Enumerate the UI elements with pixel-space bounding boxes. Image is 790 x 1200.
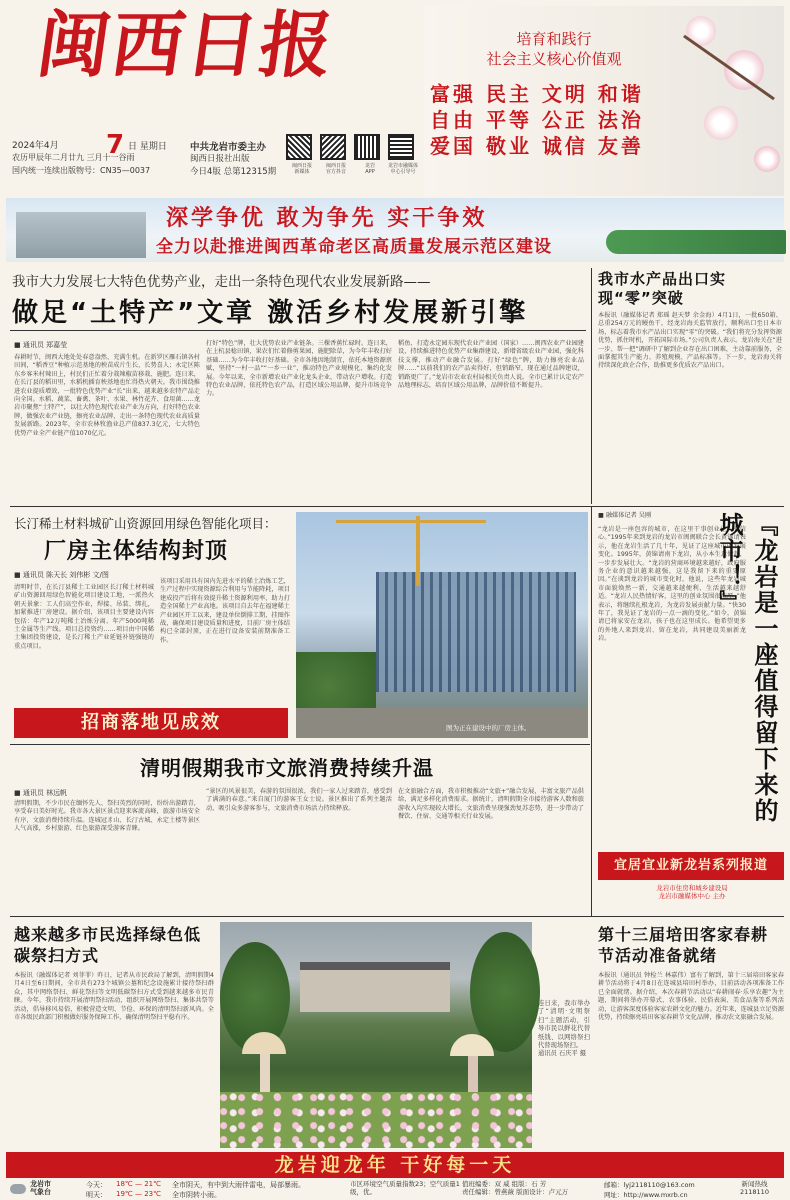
lead-body-col1: 春耕时节，闽西大地处处春意盎然、充满生机。在新罗区雁石镇各村田间，“稻香豆”种植示范基地的秧苗成片生长，长势喜人；永定区陈东乡客米村辣田上，村民们正忙着分栽辣椒苗移栽、施肥。连日来，在长汀县的稻田里，水稻机插育秧基地也忙得热火朝天。我市围绕推进农业提质增效，一批特色优势产业“长”出来，越来越多农特产品走向全国。水稻、蔬菜、畜禽、茶叶、水果、林竹花卉、食用菌……龙岩市聚焦“土特产”，以壮大特色现代农业产业为方向，打好特色农业牌，做强农业产业链，擦亮农业品牌，走出一条特色现代农业高质量发展新路。2023年，全市农林牧渔业总产值837.3亿元，七大特色优势产业全产业链产值1070亿元。: [14, 354, 200, 437]
qr-code-icon[interactable]: [320, 134, 346, 160]
lead-headline: 做足“土特产”文章 激活乡村发展新引擎: [12, 298, 529, 328]
hakka-headline: 第十三届培田客家春耕节活动准备就绪: [598, 925, 769, 965]
core-values-row: 爱国 敬业 诚信 友善: [430, 134, 644, 158]
hakka-body: 本报讯（通讯员 钟检兰 林嘉伟）富有了解到，第十三届培田客家春耕节活动将于4月8日在连城县培田村举办，目前活动各项准备工作已全面就绪。据介绍，本次春耕节活动以“春耕闹春·乐享农趣”为主题，期间将举办开幕式、农事体验、民俗表演、美食品鉴等系列活动，让游客深度体验客家农耕文化的魅力。近年来，连城县立足资源优势，持续擦亮培田客家春耕节文化品牌，推动农文旅融合发展。: [598, 972, 784, 1022]
banner-line-2: 全力以赴推进闽西革命老区高质量发展示范区建设: [156, 237, 552, 257]
air-quality: 市区环境空气质量指数23；空气质量1级，优。: [350, 1180, 460, 1196]
divider: [10, 916, 784, 917]
masthead-cn-number: 国内统一连续出版物号：CN35—0037: [12, 166, 151, 175]
garden-photo: [220, 922, 532, 1148]
qr-code-icon[interactable]: [286, 134, 312, 160]
today-temp: 18℃ — 21℃: [116, 1180, 161, 1188]
series-organizers: 龙岩市住房和城乡建设局 龙岩市融媒体中心 主办: [656, 884, 728, 901]
series-banner: 宜居宜业新龙岩系列报道: [598, 852, 784, 880]
masthead-publisher: 闽西日报社出版: [190, 154, 250, 164]
campaign-banner: [6, 198, 784, 262]
lead-body-col3: 稻鱼、打造永定园东现代农业产业园（国家）……闽西农业产业园建设，持续推进特色优势产业集群建设，新增省级农业产业园，强化科技支撑，推动产业融合发展。打好“绿色”牌，助力擦亮农业品牌……“以前我们的农产品卖得好，但销路窄，现在通过品牌建设，销路更广了。”龙岩市农业农村局相关负责人说。全市已累计认定农产品地理标志，培育区域公用品牌，品牌价值不断提升。: [398, 340, 584, 390]
qr-label: 龙岩市融媒体 中心引导号: [387, 163, 418, 175]
core-values-panel: [424, 6, 784, 196]
news-hotline: 新闻热线 2118110: [740, 1180, 769, 1196]
qr-code-icon[interactable]: [388, 134, 414, 160]
fishery-headline: 我市水产品出口实现“零”突破: [598, 270, 727, 307]
core-values-title-2: 社会主义核心价值观: [486, 50, 622, 68]
qr-code-group: [286, 134, 418, 184]
today-desc: 全市阴天，有中到大雨伴雷电，局部暴雨。: [172, 1181, 305, 1189]
qingming-body-col3: 在文旅融合方面，我市积极推动“文旅+”融合发展，丰富文旅产品供给，满足多样化消费需求。据统计，清明假期全市接待游客人数和旅游收入均实现较大增长，文旅消费呈现强劲复苏态势，进一步带动了餐饮、住宿、交通等相关行业发展。: [398, 788, 584, 821]
garden-caption: 连日来，我市举办了“清明·文明祭扫”主题活动，引导市民以鲜花代替纸钱、以网络祭扫代替现场祭扫。 通讯员 石庆平 摄: [538, 1000, 590, 1058]
qr-label: 龙岩 APP: [364, 163, 375, 175]
core-values-row: 自由 平等 公正 法治: [430, 108, 644, 132]
editors: 值班编委：双 威 组版：石 芳 责任编辑：曾燕薇 版面设计：卢元万: [462, 1180, 569, 1196]
investment-bar: 招商落地见成效: [14, 708, 288, 738]
footer-slogan-bar: 龙岩迎龙年 干好每一天: [6, 1152, 784, 1178]
column-rule: [591, 506, 592, 916]
city-vertical-title: 『龙岩是一座值得留下来的城市！』: [715, 512, 778, 824]
lead-body-col2: 打好“特色”牌，壮大优势农业产业链条。三棵香蕉忙碌时。连日来，在上杭县稔田镇，果农们忙着修剪果园，施肥除草，为今年丰收打好基础……为今年丰收打好基础。全市各地因地制宜，依托本地资源禀赋，坚持“一村一品”“一乡一业”，推动特色产业规模化、集约化发展。今年以来，全市新增农业产业化龙头企业，带动农户增收。打造特色农业品牌，依托特色农产品，打造区域公用品牌，提升市场竞争力。: [206, 340, 392, 398]
building-illustration: [16, 212, 146, 258]
green-tomb-headline: 越来越多市民选择绿色低碳祭扫方式: [14, 925, 202, 965]
divider: [10, 744, 590, 745]
scaffold-building: [376, 572, 576, 692]
rare-earth-body-col2: 该项目采用具有国内先进水平的稀土冶炼工艺，生产过程中实现资源综合利用与节能降耗，项目建成投产后将有效提升稀土资源利用率，助力打造全国稀土产业高地。该项目自去年在福建稀土产业园区开工以来，建设单位倒排工期、挂图作战，确保项目建设质量和进度，目前厂房主体结构已全部封顶，正在进行设备安装前期准备工作。: [160, 578, 290, 644]
qr-label: 闽西日报 新媒体: [291, 163, 312, 175]
masthead-edition: 今日4版 总第12315期: [190, 167, 277, 177]
divider: [10, 330, 586, 331]
construction-caption: 图为正在建设中的厂房主体。: [446, 724, 531, 732]
divider: [10, 506, 784, 507]
blossom-decoration: [754, 146, 780, 172]
core-values-row: 富强 民主 文明 和谐: [430, 82, 644, 106]
qingming-headline: 清明假期我市文旅消费持续升温: [140, 756, 434, 780]
weather-station: 龙岩市 气象台: [30, 1180, 51, 1196]
tomorrow-temp: 19℃ — 23℃: [116, 1190, 161, 1198]
qr-code-icon[interactable]: [354, 134, 380, 160]
tomorrow-label: 明天：: [86, 1191, 107, 1199]
qingming-byline: ■ 通讯员 林远帆: [14, 789, 68, 797]
masthead-weekday: 日 星期日: [128, 142, 167, 152]
email: 邮箱：lyj2118110@163.com: [604, 1181, 695, 1189]
website[interactable]: 网址：http://www.mxrb.cn: [604, 1191, 688, 1199]
construction-photo: [296, 512, 588, 738]
city-byline: ■ 融媒体记者 吴刚: [598, 512, 652, 519]
lead-byline: ■ 通讯员 郑嘉莹: [14, 341, 68, 349]
green-tomb-body: 本报讯（融媒体记者 刘菲菲）昨日，记者从市民政局了解到，清明假期4月4日至6日期间，全市共有273个城镇公墓和纪念设施累计接待祭扫群众，其中网络祭扫、鲜花祭扫等文明低碳祭扫方式受到越来越多市民青睐。今年，我市持续开展清明祭扫活动，组织开展网络祭扫、集体共祭等活动，倡导移风易俗，积极营造文明、节俭、环保的清明祭扫新风尚。全市各级民政部门积极做好服务保障工作，确保清明祭扫平稳有序。: [14, 972, 214, 1022]
rare-earth-kicker: 长汀稀土材料城矿山资源回用绿色智能化项目：: [14, 516, 277, 531]
ground: [296, 708, 588, 738]
tree: [470, 932, 540, 1052]
qingming-body-col1: 清明假期，不少市民在缅怀先人、祭扫英烈的同时，纷纷出游踏青，享受春日美好时光。我市各大景区景点迎来客流高峰，旅游市场安全有序，文旅消费持续升温。连城冠豸山、长汀古城、永定土楼等景区人气高涨，乡村旅游、红色旅游深受游客青睐。: [14, 800, 200, 833]
train-illustration: [606, 230, 786, 254]
city-body: “龙岩是一座包容的城市，在这里干事创业让人有信心。”1995年来到龙岩的龙岩市闽闽联合会长黄锦请表示，他在龙岩生活了几十年，见证了这座城市的发展变化。1995年，黄锦请南下龙岩，从小本生意做起，一步步发展壮大。“龙岩的营商环境越来越好，政府服务企业的意识越来越强，这是我留下来的重要原因。”在谈到龙岩的城市变化时，他说，这些年龙岩城市面貌焕然一新，交通越来越便利，生活越来越舒适。“龙岩人民热情好客，这里的创业氛围很浓厚。”他表示，将继续扎根龙岩，为龙岩发展贡献力量。“快30年了，我见证了龙岩的一点一滴的变化。”如今，黄锦请已将家安在龙岩，孩子也在这里成长。他希望更多的外地人来到龙岩、留在龙岩，共同建设美丽新龙岩。: [598, 526, 746, 643]
crane-mast: [416, 516, 420, 586]
lead-kicker: 我市大力发展七大特色优势产业，走出一条特色现代农业发展新路——: [12, 274, 431, 290]
blossom-decoration: [704, 106, 738, 140]
rare-earth-body-col1: 清明时节，在长汀县稀土工业园区长汀稀土材料城矿山资源回用绿色智能化项目建设工地，一派热火朝天景象：工人们高空作业，焊接、吊装、绑扎，加紧推进厂房建设。据介绍，该项目主要建设内容包括：年产12万吨稀土冶炼分离、年产5000吨稀土金属等生产线。项目总投资约……项目由中国稀土集团投资建设，是长汀稀土产业延链补链强链的重点项目。: [14, 584, 154, 650]
today-label: 今天：: [86, 1181, 107, 1189]
core-values-title-1: 培育和践行: [516, 30, 592, 48]
masthead-date: 2024年4月: [12, 141, 59, 151]
masthead-sponsor: 中共龙岩市委主办: [190, 142, 267, 153]
qr-label: 闽西日报 官方抖音: [325, 163, 346, 175]
banner-line-1: 深学争优 敢为争先 实干争效: [166, 206, 488, 231]
masthead-title: 闽西日报: [32, 2, 341, 87]
fishery-body: 本报讯（融媒体记者 郑瑶 赵天梦 余金海）4月1日，一批650箱、总重254万元的鳗鱼干，经龙岩海关监管放行，顺利出口至日本市场，标志着我市水产品出口实现“零”的突破。“我们将充分发挥资源优势，抓住时机，开拓国际市场。”公司负责人表示。龙岩海关在“进一步、帮一把”调研中了解到企业存在出口困难，主动靠前服务，全面掌握其生产能力、养殖规模、产品标准等。下一步，龙岩海关将持续深化政企合作，助推更多优质农产品出口。: [598, 312, 782, 370]
rare-earth-headline: 厂房主体结构封顶: [44, 539, 229, 564]
rare-earth-byline: ■ 通讯员 陈天长 刘伟彬 文/图: [14, 571, 109, 579]
crane-jib: [336, 520, 486, 523]
flower-field: [220, 1092, 532, 1148]
masthead-day: 7: [106, 130, 125, 160]
tomorrow-desc: 全市阴转小雨。: [172, 1191, 221, 1199]
house: [300, 962, 450, 1012]
column-rule: [591, 268, 592, 504]
weather-cloud-icon: [10, 1184, 26, 1194]
qingming-body-col2: “景区的风景很美，春游的氛围很浓，我们一家人过来踏青，感受到了满满的春意。”来自厦门的游客王女士说。景区推出了系列主题活动，吸引众多游客参与，文旅消费市场活力持续释放。: [206, 788, 392, 812]
masthead-lunar: 农历甲辰年二月廿九 三月十一谷雨: [12, 153, 135, 162]
